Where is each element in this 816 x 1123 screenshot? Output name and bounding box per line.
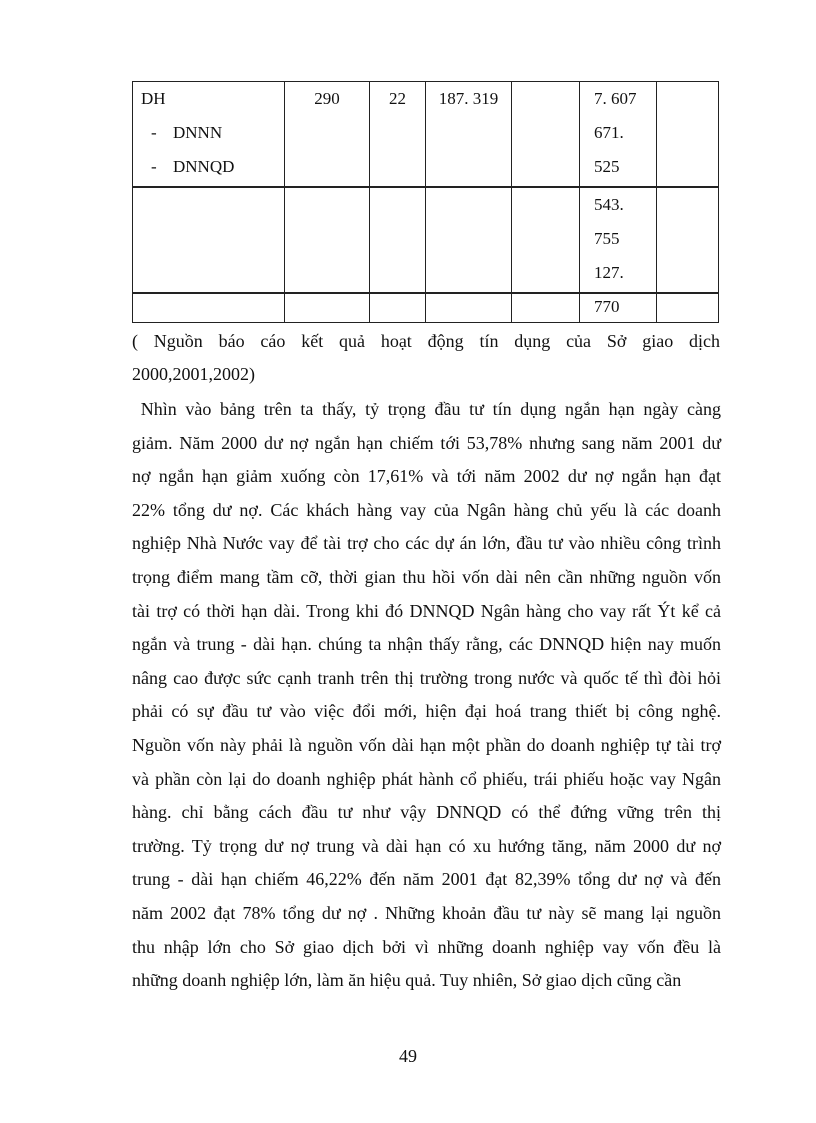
table-cell: 187. 319 xyxy=(426,82,512,188)
table-cell xyxy=(370,187,426,293)
paragraph-line: nghiệp Nhà Nước vay để tài trợ cho các dự án lớn, đầu tư vào nhiều công trình xyxy=(132,533,721,554)
paragraph-line: phải có sự đầu tư vào việc đổi mới, hiện đại hoá trang thiết bị công nghệ. xyxy=(132,701,721,722)
sub-item: - DNNQD xyxy=(151,157,235,176)
paragraph-line: năm 2002 đạt 78% tổng dư nợ . Những khoản đầu tư này sẽ mang lại nguồn xyxy=(132,902,721,923)
paragraph-line: hàng. chỉ bằng cách đầu tư như vậy DNNQD có thể đứng vững trên thị xyxy=(132,802,721,823)
table-cell-category xyxy=(133,82,285,188)
page-number: 49 xyxy=(399,1046,417,1066)
table-cell xyxy=(285,187,370,293)
sub-item: - DNNN xyxy=(151,123,223,142)
paragraph-line: tài trợ có thời hạn dài. Trong khi đó DNNQD Ngân hàng cho vay rất Ýt kể cả xyxy=(132,600,721,621)
paragraph-line: giảm. Năm 2000 dư nợ ngắn hạn chiếm tới 53,78% nhưng sang năm 2001 dư xyxy=(132,432,721,453)
table-cell xyxy=(512,82,580,188)
table-cell xyxy=(133,293,285,323)
paragraph-line: Nhìn vào bảng trên ta thấy, tỷ trọng đầu tư tín dụng ngắn hạn ngày càng xyxy=(132,399,721,419)
table-cell xyxy=(657,82,719,188)
table-row xyxy=(133,82,719,188)
source-note: ( Nguồn báo cáo kết quả hoạt động tín dụng của Sở giao dịch xyxy=(132,331,720,351)
paragraph-line: 22% tổng dư nợ. Các khách hàng vay của Ngân hàng chủ yếu là các doanh xyxy=(132,499,721,520)
table-cell-values: 7. 607 671. 525 xyxy=(580,82,657,188)
table-row xyxy=(133,187,719,293)
table-cell xyxy=(370,293,426,323)
row-label: DH xyxy=(141,89,166,108)
table-cell xyxy=(426,293,512,323)
paragraph-line: trung - dài hạn chiếm 46,22% đến năm 2001 đạt 82,39% tổng dư nợ và đến xyxy=(132,869,721,890)
table-cell xyxy=(657,187,719,293)
paragraph-line: thu nhập lớn cho Sở giao dịch bởi vì những doanh nghiệp vay vốn đều là xyxy=(132,936,721,957)
table-cell xyxy=(512,187,580,293)
paragraph-line: trọng điểm mang tầm cỡ, thời gian thu hồi vốn dài nên cần những nguồn vốn xyxy=(132,566,721,587)
table-cell xyxy=(426,187,512,293)
paragraph-line: ngắn và trung - dài hạn. chúng ta nhận thấy rằng, các DNNQD hiện nay muốn xyxy=(132,634,721,655)
table-cell xyxy=(133,187,285,293)
paragraph-line: nợ ngắn hạn giảm xuống còn 17,61% và tới năm 2002 dư nợ ngắn hạn đạt xyxy=(132,466,721,487)
paragraph-line: những doanh nghiệp lớn, làm ăn hiệu quả. Tuy nhiên, Sở giao dịch cũng cần xyxy=(132,970,682,991)
paragraph-line: và phần còn lại do doanh nghiệp phát hành cổ phiếu, trái phiếu hoặc vay Ngân xyxy=(132,768,721,789)
table-cell xyxy=(657,293,719,323)
body-paragraph xyxy=(132,393,721,998)
table-row xyxy=(133,293,719,323)
data-table xyxy=(132,81,719,323)
source-note-years: 2000,2001,2002) xyxy=(132,364,255,384)
table-cell: 290 xyxy=(285,82,370,188)
paragraph-line: nâng cao được sức cạnh tranh trên thị trường trong nước và quốc tế thì đòi hỏi xyxy=(132,667,721,688)
table-cell xyxy=(512,293,580,323)
table-cell: 22 xyxy=(370,82,426,188)
table-cell-values: 543. 755 127. xyxy=(580,187,657,293)
paragraph-line: trường. Tỷ trọng dư nợ trung và dài hạn có xu hướng tăng, năm 2000 dư nợ xyxy=(132,835,721,856)
paragraph-line: Nguồn vốn này phải là nguồn vốn dài hạn một phần do doanh nghiệp tự tài trợ xyxy=(132,734,721,755)
table-cell-values: 770 xyxy=(580,293,657,323)
table-cell xyxy=(285,293,370,323)
